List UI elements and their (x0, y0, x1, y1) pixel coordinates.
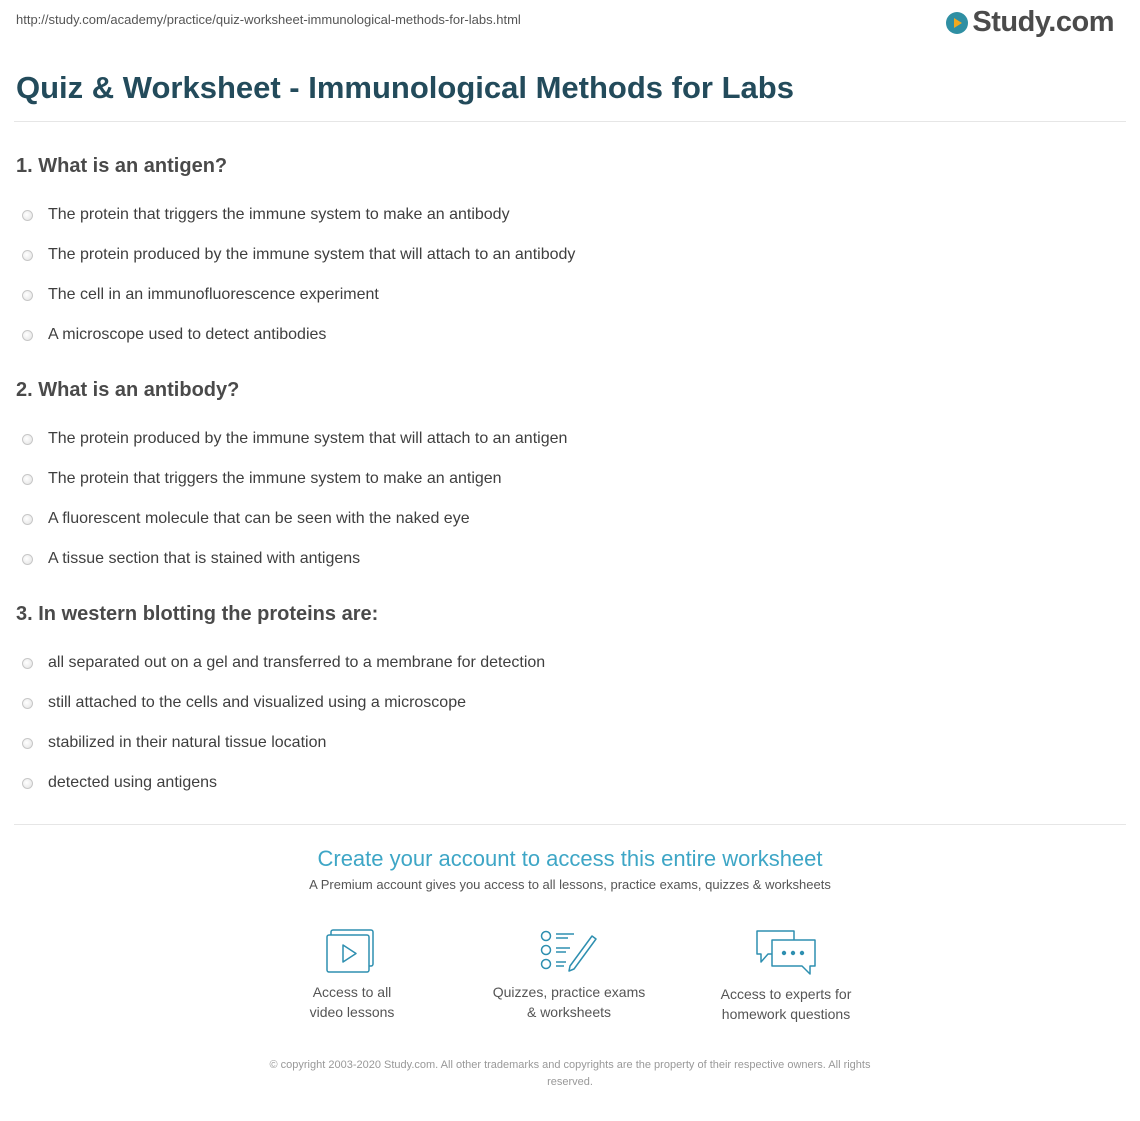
feature-label: & worksheets (526, 1004, 612, 1020)
radio-button-icon[interactable] (22, 330, 33, 341)
feature-label: Quizzes, practice exams (492, 984, 646, 1000)
question-1 (16, 155, 1116, 343)
answer-text: The protein produced by the immune system that will attach to an antibody (48, 246, 576, 263)
answer-text: A tissue section that is stained with antigens (48, 550, 361, 567)
quiz-checklist-icon (540, 928, 598, 974)
answer-option[interactable] (22, 763, 545, 803)
answer-text: stabilized in their natural tissue location (48, 734, 327, 751)
video-lesson-icon (326, 928, 378, 974)
copyright-text: reserved. (547, 1076, 593, 1088)
question-3 (16, 603, 1116, 791)
radio-button-icon[interactable] (22, 514, 33, 525)
feature-label: video lessons (309, 1004, 395, 1020)
answer-option[interactable] (22, 723, 545, 763)
page-title: Quiz & Worksheet - Immunological Methods for Labs (16, 70, 794, 105)
radio-button-icon[interactable] (22, 658, 33, 669)
question-2 (16, 379, 1116, 567)
radio-button-icon[interactable] (22, 250, 33, 261)
answer-option[interactable] (22, 499, 567, 539)
radio-button-icon[interactable] (22, 290, 33, 301)
radio-button-icon[interactable] (22, 778, 33, 789)
answer-list (22, 643, 545, 803)
radio-button-icon[interactable] (22, 210, 33, 221)
play-logo-icon (946, 12, 968, 34)
feature-label: homework questions (721, 1006, 851, 1022)
answer-option[interactable] (22, 643, 545, 683)
answer-text: still attached to the cells and visualized using a microscope (48, 694, 466, 711)
answer-text: A fluorescent molecule that can be seen with the naked eye (48, 510, 470, 527)
chat-bubbles-icon (754, 928, 818, 976)
copyright-text: © copyright 2003-2020 Study.com. All other trademarks and copyrights are the property of their respective owners. All rights (269, 1059, 871, 1071)
feature-experts (686, 928, 886, 1024)
radio-button-icon[interactable] (22, 738, 33, 749)
answer-option[interactable] (22, 539, 567, 579)
answer-option[interactable] (22, 275, 575, 315)
answer-option[interactable] (22, 419, 567, 459)
divider (14, 121, 1126, 122)
study-logo[interactable] (946, 6, 1114, 39)
answer-text: The cell in an immunofluorescence experiment (48, 286, 379, 303)
cta-subtitle: A Premium account gives you access to all lessons, practice exams, quizzes & worksheets (309, 877, 831, 892)
answer-option[interactable] (22, 683, 545, 723)
answer-text: The protein that triggers the immune system to make an antigen (48, 470, 502, 487)
answer-text: The protein produced by the immune system that will attach to an antigen (48, 430, 568, 447)
answer-option[interactable] (22, 459, 567, 499)
divider (14, 824, 1126, 825)
answer-option[interactable] (22, 235, 575, 275)
answer-text: A microscope used to detect antibodies (48, 326, 327, 343)
answer-option[interactable] (22, 315, 575, 355)
question-title: 2. What is an antibody? (16, 379, 240, 401)
radio-button-icon[interactable] (22, 554, 33, 565)
answer-text: The protein that triggers the immune system to make an antibody (48, 206, 510, 223)
cta-title-link[interactable]: Create your account to access this entire worksheet (317, 846, 823, 871)
question-title: 1. What is an antigen? (16, 155, 228, 177)
answer-list (22, 195, 575, 355)
answer-list (22, 419, 567, 579)
feature-quizzes (469, 928, 669, 1022)
logo-text: Study.com (972, 6, 1114, 38)
answer-text: all separated out on a gel and transferred to a membrane for detection (48, 654, 546, 671)
radio-button-icon[interactable] (22, 434, 33, 445)
feature-label: Access to all (312, 984, 392, 1000)
page-url: http://study.com/academy/practice/quiz-worksheet-immunological-methods-for-labs.html (16, 12, 521, 27)
copyright-notice (210, 1057, 930, 1091)
answer-text: detected using antigens (48, 774, 218, 791)
feature-label: Access to experts for (720, 986, 852, 1002)
answer-option[interactable] (22, 195, 575, 235)
radio-button-icon[interactable] (22, 698, 33, 709)
signup-cta (0, 846, 1140, 892)
feature-video-lessons (252, 928, 452, 1022)
question-title: 3. In western blotting the proteins are: (16, 603, 379, 625)
radio-button-icon[interactable] (22, 474, 33, 485)
